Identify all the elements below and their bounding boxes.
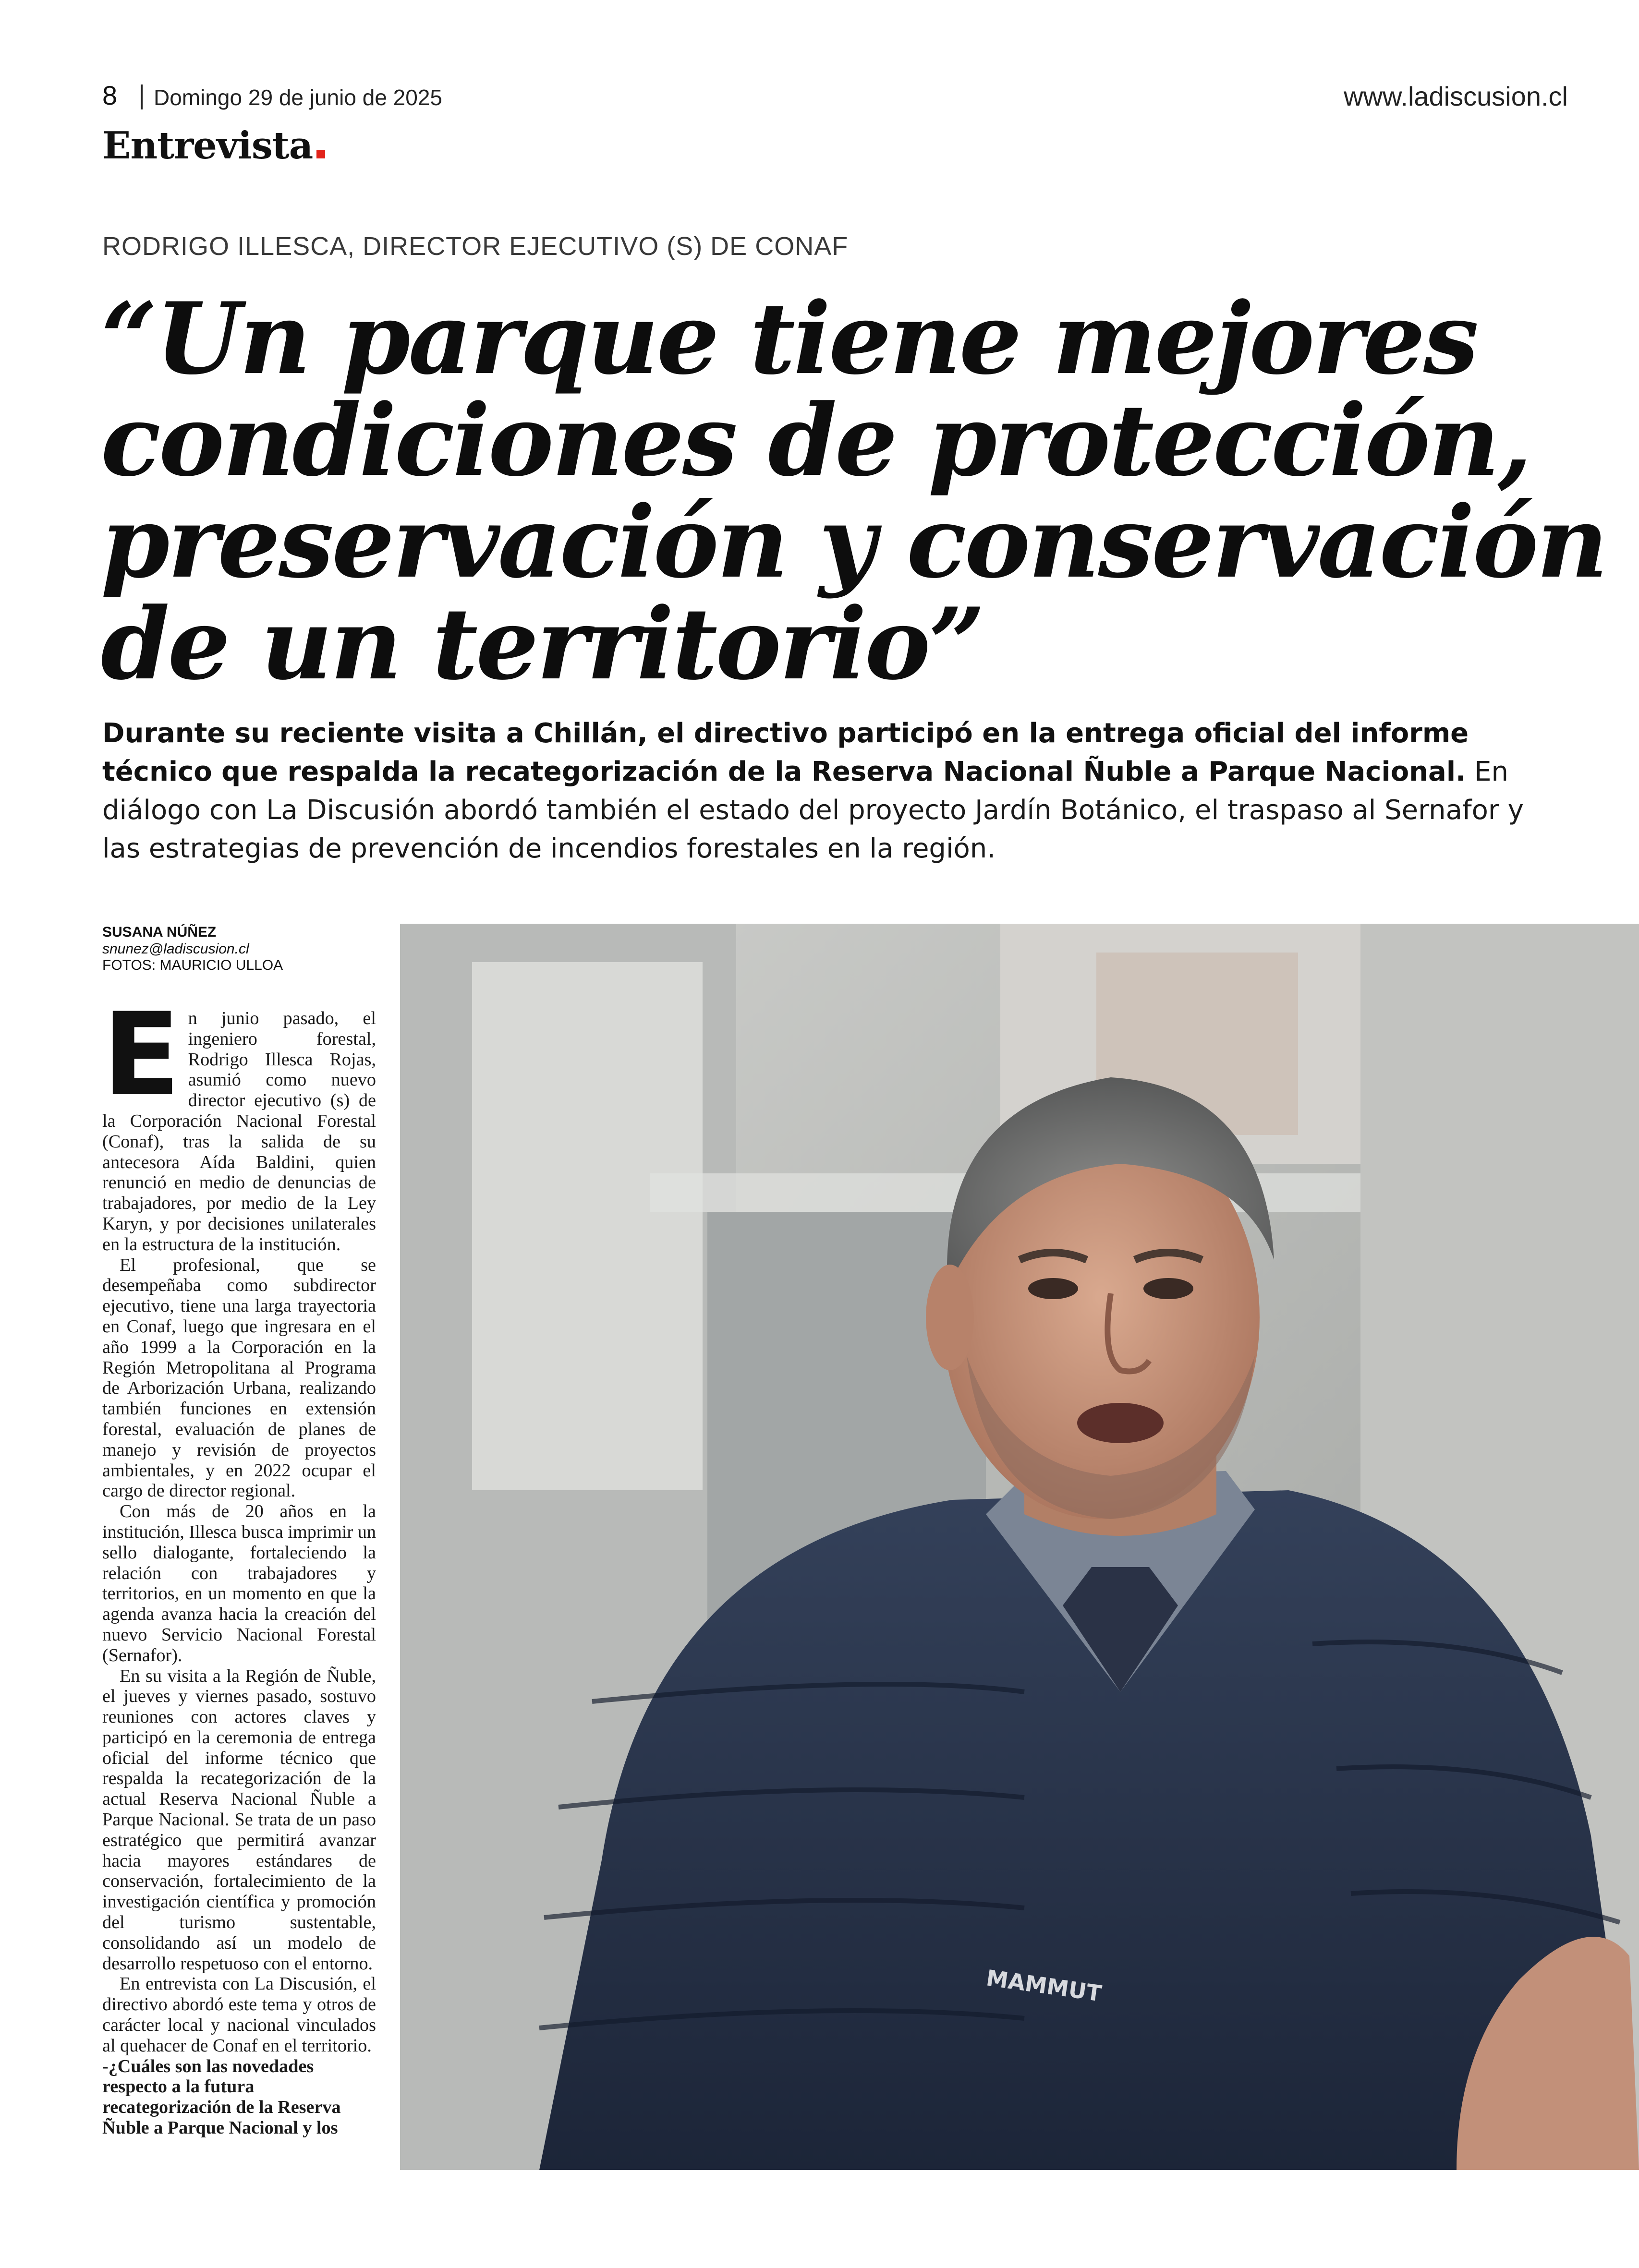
byline-author: SUSANA NÚÑEZ bbox=[102, 924, 217, 940]
body-paragraph: En entrevista con La Discusión, el directivo abordó este tema y otros de carácter local y nacional vinculados al quehacer de Conaf en el territorio. bbox=[102, 1974, 376, 2056]
byline-email[interactable]: snunez@ladiscusion.cl bbox=[102, 941, 249, 957]
page-number: 8 bbox=[102, 80, 118, 110]
issue-date: Domingo 29 de junio de 2025 bbox=[154, 85, 443, 110]
section-label bbox=[102, 124, 325, 168]
body-paragraph: Con más de 20 años en la institución, Illesca busca imprimir un sello dialogante, fortaleciendo la relación con trabajadores y territorios, en un momento en que la agenda avanza hacia la creación del nuevo Servicio Nacional Forestal (Sernafor). bbox=[102, 1501, 376, 1665]
article-body bbox=[102, 989, 376, 2138]
kicker: RODRIGO ILLESCA, DIRECTOR EJECUTIVO (S) DE CONAF bbox=[102, 232, 849, 261]
standfirst-lead: Durante su reciente visita a Chillán, el directivo participó en la entrega oficial del informe técnico que respalda la recategorización de la Reserva Nacional Ñuble a Parque Nacional. bbox=[102, 718, 1469, 787]
headline bbox=[101, 281, 1606, 702]
jacket-brand-label: MAMMUT bbox=[984, 1965, 1104, 2007]
drop-cap: E bbox=[102, 989, 181, 1122]
body-paragraph: El profesional, que se desempeñaba como subdirector ejecutivo, tiene una larga trayectoria en Conaf, luego que ingresara en el año 1999 a la Corporación en la Región Metropolitana al Programa de Arborización Urbana, realizando también funciones en extensión forestal, evaluación de planes de manejo y revisión de proyectos ambientales, y en 2022 ocupar el cargo de director regional. bbox=[102, 1255, 376, 1501]
headline-line: preservación y conservación bbox=[101, 485, 1606, 600]
headline-line: condiciones de protección, bbox=[101, 383, 1530, 498]
section-name: Entrevista bbox=[102, 124, 313, 168]
byline-photo-credit: FOTOS: MAURICIO ULLOA bbox=[102, 957, 283, 973]
body-paragraph: n junio pasado, el ingeniero forestal, Rodrigo Illesca Rojas, asumió como nuevo director ejecutivo (s) de la Corporación Nacional Forestal (Conaf), tras la salida de su antecesora Aída Baldini, quien renunció en medio de denuncias de trabajadores, por medio de la Ley Karyn, y por decisiones unilaterales en la estructura de la institución. bbox=[102, 1008, 376, 1255]
headline-line: de un territorio” bbox=[101, 587, 983, 702]
section-accent-dot bbox=[316, 150, 325, 158]
header-divider bbox=[141, 84, 143, 109]
portrait-photo bbox=[400, 924, 1639, 2170]
headline-line: “Un parque tiene mejores bbox=[101, 281, 1477, 397]
interview-question: -¿Cuáles son las novedades respecto a la futura recategorización de la Reserva Ñuble a Parque Nacional y los bbox=[102, 2056, 341, 2138]
standfirst bbox=[102, 714, 1553, 868]
body-paragraph: En su visita a la Región de Ñuble, el jueves y viernes pasado, sostuvo reuniones con actores claves y participó en la ceremonia de entrega oficial del informe técnico que respalda la recategorización de la actual Reserva Nacional Ñuble a Parque Nacional. Se trata de un paso estratégico que permitirá avanzar hacia mayores estándares de conservación, fortalecimiento de la investigación científica y promoción del turismo sustentable, consolidando así un modelo de desarrollo respetuoso con el entorno. bbox=[102, 1665, 376, 1974]
website-url[interactable]: www.ladiscusion.cl bbox=[1344, 81, 1568, 111]
standfirst-text: En diálogo con La Discusión abordó también el estado del proyecto Jardín Botánico, el traspaso al Sernafor y las estrategias de prevención de incendios forestales en la región. bbox=[102, 756, 1524, 864]
